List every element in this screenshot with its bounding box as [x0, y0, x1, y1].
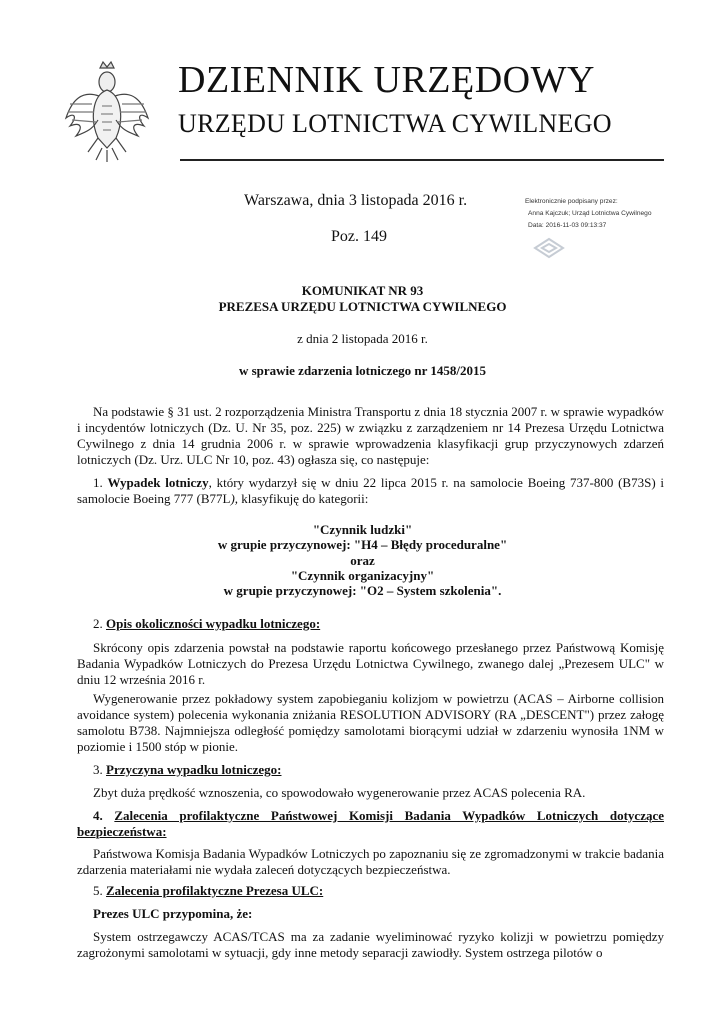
section-5-number: 5. [93, 883, 103, 898]
section-2-paragraph-1 [77, 640, 664, 688]
section-5-title: Zalecenia profilaktyczne Prezesa ULC: [106, 883, 324, 898]
header-divider [180, 159, 664, 161]
section-2-title: Opis okoliczności wypadku lotniczego: [106, 616, 321, 631]
section-4-number: 4. [93, 808, 103, 823]
section-2-text-2: Wygenerowanie przez pokładowy system zapobieganiu kolizjom w powietrzu (ACAS – Airborne collision avoidance system) polecenia wykonania zniżania RESOLUTION ADVISORY (RA „DESCENT") przez załogę samolotu B738. Najmniejsza odległość pomiędzy samolotami biorącymi udział w zdarzeniu wynosiła 1NM w poziomie i 1500 stóp w pionie. [77, 691, 664, 754]
section-3-title: Przyczyna wypadku lotniczego: [106, 762, 282, 777]
section-5-text: System ostrzegawczy ACAS/TCAS ma za zadanie wyeliminować ryzyko kolizji w powietrzu pomiędzy zagrożonymi samolotami w sytuacji, gdy inne metody separacji zawiodły. System ostrzega pilotów o [77, 929, 664, 960]
section-4-heading [77, 808, 664, 840]
section-3-paragraph [77, 785, 664, 801]
section-5-heading [77, 883, 664, 899]
point-1-text: , który wydarzył się w dniu 22 lipca 2015 r. na samolocie Boeing 737-800 (B73S) i samolocie Boeing 777 (B77L [77, 475, 665, 506]
intro-text: Na podstawie § 31 ust. 2 rozporządzenia Ministra Transportu z dnia 18 stycznia 2007 r. w sprawie wypadków i incydentów lotniczych (Dz. U. Nr 35, poz. 225) w związku z zarządzeniem nr 14 Prezesa Urzędu Lotnictwa Cywilnego z dnia 14 grudnia 2006 r. w sprawie wprowadzenia klasyfikacji grup przyczynowych zdarzeń lotniczych (Dz. Urz. ULC Nr 10, poz. 43) ogłasza się, co następuje: [77, 404, 664, 467]
publication-title: DZIENNIK URZĘDOWY [178, 59, 595, 101]
intro-paragraph [77, 404, 664, 468]
category-1: "Czynnik ludzki" [312, 522, 413, 537]
point-1-italic: ), [230, 491, 239, 506]
polish-eagle-emblem [62, 60, 152, 165]
electronic-signature [526, 196, 652, 232]
section-4-paragraph [77, 846, 664, 878]
category-2: "Czynnik organizacyjny" [290, 568, 435, 583]
section-4-title: Zalecenia profilaktyczne Państwowej Komisji Badania Wypadków Lotniczych dotyczące bezpieczeństwa: [77, 808, 665, 839]
document-subject: w sprawie zdarzenia lotniczego nr 1458/2015 [238, 363, 487, 378]
section-5-paragraph [77, 929, 664, 961]
section-4-text: Państwowa Komisja Badania Wypadków Lotniczych po zapoznaniu się ze zgromadzonymi w trakcie badania zdarzenia materiałami nie wydała zaleceń dotyczących bezpieczeństwa. [77, 846, 664, 877]
category-conjunction: oraz [350, 553, 375, 568]
section-3-text: Zbyt duża prędkość wznoszenia, co spowodowało wygenerowanie przez ACAS polecenia RA. [93, 785, 586, 800]
section-3-heading [77, 762, 664, 778]
section-2-text-1: Skrócony opis zdarzenia powstał na podstawie raportu końcowego przesłanego przez Państwową Komisję Badania Wypadków Lotniczych do Prezesa Urzędu Lotnictwa Cywilnego, zwanego dalej „Prezesem ULC" w dniu 12 września 2016 r. [77, 640, 664, 687]
publication-subtitle: URZĘDU LOTNICTWA CYWILNEGO [178, 109, 612, 138]
point-1-label: Wypadek lotniczy [107, 475, 209, 490]
issue-date: Warszawa, dnia 3 listopada 2016 r. [244, 192, 468, 209]
section-2-heading [77, 616, 664, 632]
document-heading-1: KOMUNIKAT NR 93 [301, 283, 424, 298]
signature-date: Data: 2016-11-03 09:13:37 [528, 222, 607, 229]
section-3-number: 3. [93, 762, 103, 777]
section-5-subheading [77, 906, 664, 922]
signature-validity-icon [532, 236, 566, 260]
document-date: z dnia 2 listopada 2016 r. [297, 331, 428, 346]
section-2-paragraph-2 [77, 691, 664, 755]
category-1-group: w grupie przyczynowej: "H4 – Błędy proceduralne" [217, 537, 508, 552]
point-1-number: 1. [93, 475, 103, 490]
document-heading-2: PREZESA URZĘDU LOTNICTWA CYWILNEGO [218, 299, 507, 314]
section-5-subtitle: Prezes ULC przypomina, że: [93, 906, 253, 921]
point-1 [77, 475, 664, 507]
signature-signer: Anna Kajczuk; Urząd Lotnictwa Cywilnego [528, 210, 652, 217]
point-1-tail: klasyfikuję do kategorii: [238, 491, 369, 506]
section-2-number: 2. [93, 616, 103, 631]
signature-line-1: Elektronicznie podpisany przez: [525, 198, 618, 205]
position-number: Poz. 149 [331, 228, 387, 245]
category-2-group: w grupie przyczynowej: "O2 – System szkolenia". [223, 583, 502, 598]
